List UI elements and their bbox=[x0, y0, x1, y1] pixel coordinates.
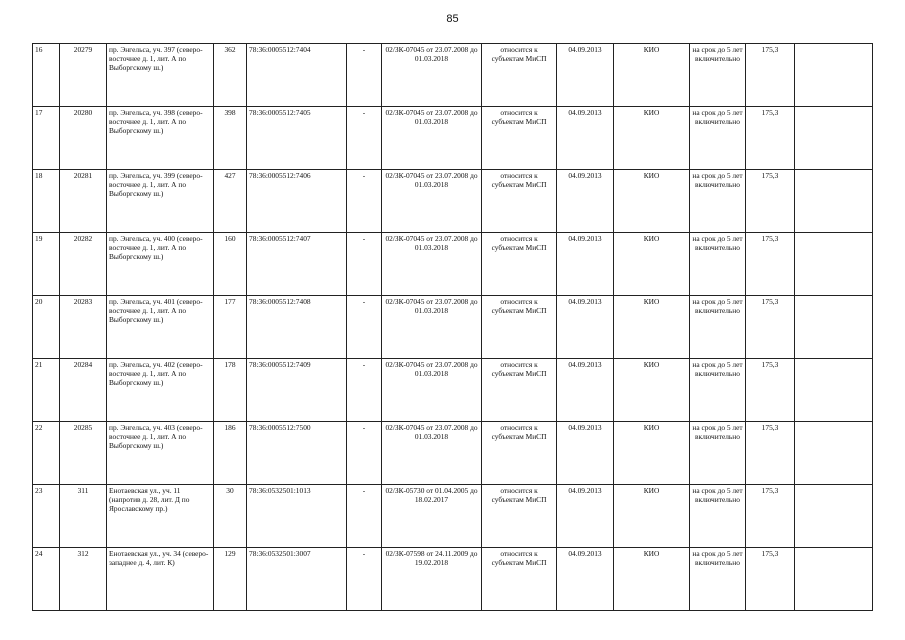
address-cell: пр. Энгельса, уч. 397 (северо-восточнее д. 1, лит. А по Выборгскому ш.) bbox=[107, 44, 214, 107]
subject-cell: относится к субъектам МиСП bbox=[482, 44, 557, 107]
contract-cell: 02/ЗК-07045 от 23.07.2008 до 01.03.2018 bbox=[382, 296, 482, 359]
blank-cell bbox=[795, 296, 873, 359]
area-cell: 178 bbox=[214, 359, 247, 422]
area-cell: 160 bbox=[214, 233, 247, 296]
subject-cell: относится к субъектам МиСП bbox=[482, 296, 557, 359]
contract-cell: 02/ЗК-07045 от 23.07.2008 до 01.03.2018 bbox=[382, 170, 482, 233]
empty-dash-cell: - bbox=[347, 233, 382, 296]
term-cell: на срок до 5 лет включительно bbox=[690, 44, 746, 107]
address-cell: Енотаевская ул., уч. 11 (напротив д. 28, лит. Д по Ярославскому пр.) bbox=[107, 485, 214, 548]
address-cell: пр. Энгельса, уч. 401 (северо-восточнее д. 1, лит. А по Выборгскому ш.) bbox=[107, 296, 214, 359]
organization-cell: КИО bbox=[614, 233, 690, 296]
term-cell: на срок до 5 лет включительно bbox=[690, 422, 746, 485]
table-row bbox=[33, 170, 873, 233]
table-row bbox=[33, 548, 873, 611]
plot-code-cell: 20279 bbox=[60, 44, 107, 107]
date-cell: 04.09.2013 bbox=[557, 422, 614, 485]
price-cell: 175,3 bbox=[746, 107, 795, 170]
organization-cell: КИО bbox=[614, 422, 690, 485]
table-row bbox=[33, 359, 873, 422]
row-index-cell: 17 bbox=[33, 107, 60, 170]
plot-code-cell: 312 bbox=[60, 548, 107, 611]
date-cell: 04.09.2013 bbox=[557, 233, 614, 296]
row-index-cell: 21 bbox=[33, 359, 60, 422]
empty-dash-cell: - bbox=[347, 548, 382, 611]
row-index-cell: 18 bbox=[33, 170, 60, 233]
contract-cell: 02/ЗК-07045 от 23.07.2008 до 01.03.2018 bbox=[382, 233, 482, 296]
area-cell: 398 bbox=[214, 107, 247, 170]
subject-cell: относится к субъектам МиСП bbox=[482, 359, 557, 422]
contract-cell: 02/ЗК-07045 от 23.07.2008 до 01.03.2018 bbox=[382, 422, 482, 485]
row-index-cell: 23 bbox=[33, 485, 60, 548]
area-cell: 427 bbox=[214, 170, 247, 233]
subject-cell: относится к субъектам МиСП bbox=[482, 548, 557, 611]
address-cell: пр. Энгельса, уч. 402 (северо-восточнее д. 1, лит. А по Выборгскому ш.) bbox=[107, 359, 214, 422]
table-row bbox=[33, 485, 873, 548]
blank-cell bbox=[795, 359, 873, 422]
date-cell: 04.09.2013 bbox=[557, 485, 614, 548]
table-row bbox=[33, 107, 873, 170]
blank-cell bbox=[795, 107, 873, 170]
row-index-cell: 16 bbox=[33, 44, 60, 107]
date-cell: 04.09.2013 bbox=[557, 107, 614, 170]
cadastral-number-cell: 78:36:0005512:7500 bbox=[247, 422, 347, 485]
empty-dash-cell: - bbox=[347, 44, 382, 107]
subject-cell: относится к субъектам МиСП bbox=[482, 107, 557, 170]
empty-dash-cell: - bbox=[347, 296, 382, 359]
table-row bbox=[33, 422, 873, 485]
area-cell: 186 bbox=[214, 422, 247, 485]
price-cell: 175,3 bbox=[746, 44, 795, 107]
organization-cell: КИО bbox=[614, 44, 690, 107]
date-cell: 04.09.2013 bbox=[557, 170, 614, 233]
row-index-cell: 20 bbox=[33, 296, 60, 359]
address-cell: пр. Энгельса, уч. 398 (северо-восточнее д. 1, лит. А по Выборгскому ш.) bbox=[107, 107, 214, 170]
cadastral-number-cell: 78:36:0005512:7405 bbox=[247, 107, 347, 170]
empty-dash-cell: - bbox=[347, 359, 382, 422]
term-cell: на срок до 5 лет включительно bbox=[690, 233, 746, 296]
subject-cell: относится к субъектам МиСП bbox=[482, 485, 557, 548]
organization-cell: КИО bbox=[614, 485, 690, 548]
price-cell: 175,3 bbox=[746, 422, 795, 485]
cadastral-number-cell: 78:36:0005512:7409 bbox=[247, 359, 347, 422]
area-cell: 362 bbox=[214, 44, 247, 107]
price-cell: 175,3 bbox=[746, 233, 795, 296]
price-cell: 175,3 bbox=[746, 485, 795, 548]
address-cell: пр. Энгельса, уч. 399 (северо-восточнее д. 1, лит. А по Выборгскому ш.) bbox=[107, 170, 214, 233]
cadastral-number-cell: 78:36:0005512:7408 bbox=[247, 296, 347, 359]
row-index-cell: 19 bbox=[33, 233, 60, 296]
empty-dash-cell: - bbox=[347, 107, 382, 170]
organization-cell: КИО bbox=[614, 170, 690, 233]
blank-cell bbox=[795, 233, 873, 296]
date-cell: 04.09.2013 bbox=[557, 44, 614, 107]
table-body bbox=[33, 44, 873, 611]
table-row bbox=[33, 44, 873, 107]
date-cell: 04.09.2013 bbox=[557, 359, 614, 422]
table-row bbox=[33, 233, 873, 296]
row-index-cell: 22 bbox=[33, 422, 60, 485]
address-cell: Енотаевская ул., уч. 34 (северо-западнее д. 4, лит. К) bbox=[107, 548, 214, 611]
organization-cell: КИО bbox=[614, 107, 690, 170]
blank-cell bbox=[795, 422, 873, 485]
organization-cell: КИО bbox=[614, 359, 690, 422]
cadastral-number-cell: 78:36:0005512:7406 bbox=[247, 170, 347, 233]
land-plots-table bbox=[32, 43, 873, 611]
term-cell: на срок до 5 лет включительно bbox=[690, 548, 746, 611]
table-row bbox=[33, 296, 873, 359]
contract-cell: 02/ЗК-07598 от 24.11.2009 до 19.02.2018 bbox=[382, 548, 482, 611]
price-cell: 175,3 bbox=[746, 548, 795, 611]
plot-code-cell: 20284 bbox=[60, 359, 107, 422]
blank-cell bbox=[795, 44, 873, 107]
organization-cell: КИО bbox=[614, 548, 690, 611]
blank-cell bbox=[795, 170, 873, 233]
subject-cell: относится к субъектам МиСП bbox=[482, 170, 557, 233]
term-cell: на срок до 5 лет включительно bbox=[690, 485, 746, 548]
area-cell: 177 bbox=[214, 296, 247, 359]
term-cell: на срок до 5 лет включительно bbox=[690, 107, 746, 170]
plot-code-cell: 20283 bbox=[60, 296, 107, 359]
row-index-cell: 24 bbox=[33, 548, 60, 611]
empty-dash-cell: - bbox=[347, 170, 382, 233]
subject-cell: относится к субъектам МиСП bbox=[482, 233, 557, 296]
contract-cell: 02/ЗК-05730 от 01.04.2005 до 18.02.2017 bbox=[382, 485, 482, 548]
cadastral-number-cell: 78:36:0005512:7404 bbox=[247, 44, 347, 107]
empty-dash-cell: - bbox=[347, 422, 382, 485]
plot-code-cell: 311 bbox=[60, 485, 107, 548]
address-cell: пр. Энгельса, уч. 403 (северо-восточнее д. 1, лит. А по Выборгскому ш.) bbox=[107, 422, 214, 485]
date-cell: 04.09.2013 bbox=[557, 548, 614, 611]
address-cell: пр. Энгельса, уч. 400 (северо-восточнее д. 1, лит. А по Выборгскому ш.) bbox=[107, 233, 214, 296]
cadastral-number-cell: 78:36:0532501:1013 bbox=[247, 485, 347, 548]
price-cell: 175,3 bbox=[746, 296, 795, 359]
price-cell: 175,3 bbox=[746, 359, 795, 422]
area-cell: 30 bbox=[214, 485, 247, 548]
plot-code-cell: 20281 bbox=[60, 170, 107, 233]
term-cell: на срок до 5 лет включительно bbox=[690, 296, 746, 359]
cadastral-number-cell: 78:36:0005512:7407 bbox=[247, 233, 347, 296]
plot-code-cell: 20280 bbox=[60, 107, 107, 170]
blank-cell bbox=[795, 548, 873, 611]
plot-code-cell: 20282 bbox=[60, 233, 107, 296]
contract-cell: 02/ЗК-07045 от 23.07.2008 до 01.03.2018 bbox=[382, 44, 482, 107]
cadastral-number-cell: 78:36:0532501:3007 bbox=[247, 548, 347, 611]
date-cell: 04.09.2013 bbox=[557, 296, 614, 359]
contract-cell: 02/ЗК-07045 от 23.07.2008 до 01.03.2018 bbox=[382, 107, 482, 170]
page-number: 85 bbox=[446, 13, 459, 25]
plot-code-cell: 20285 bbox=[60, 422, 107, 485]
blank-cell bbox=[795, 485, 873, 548]
subject-cell: относится к субъектам МиСП bbox=[482, 422, 557, 485]
empty-dash-cell: - bbox=[347, 485, 382, 548]
term-cell: на срок до 5 лет включительно bbox=[690, 359, 746, 422]
term-cell: на срок до 5 лет включительно bbox=[690, 170, 746, 233]
price-cell: 175,3 bbox=[746, 170, 795, 233]
organization-cell: КИО bbox=[614, 296, 690, 359]
area-cell: 129 bbox=[214, 548, 247, 611]
contract-cell: 02/ЗК-07045 от 23.07.2008 до 01.03.2018 bbox=[382, 359, 482, 422]
